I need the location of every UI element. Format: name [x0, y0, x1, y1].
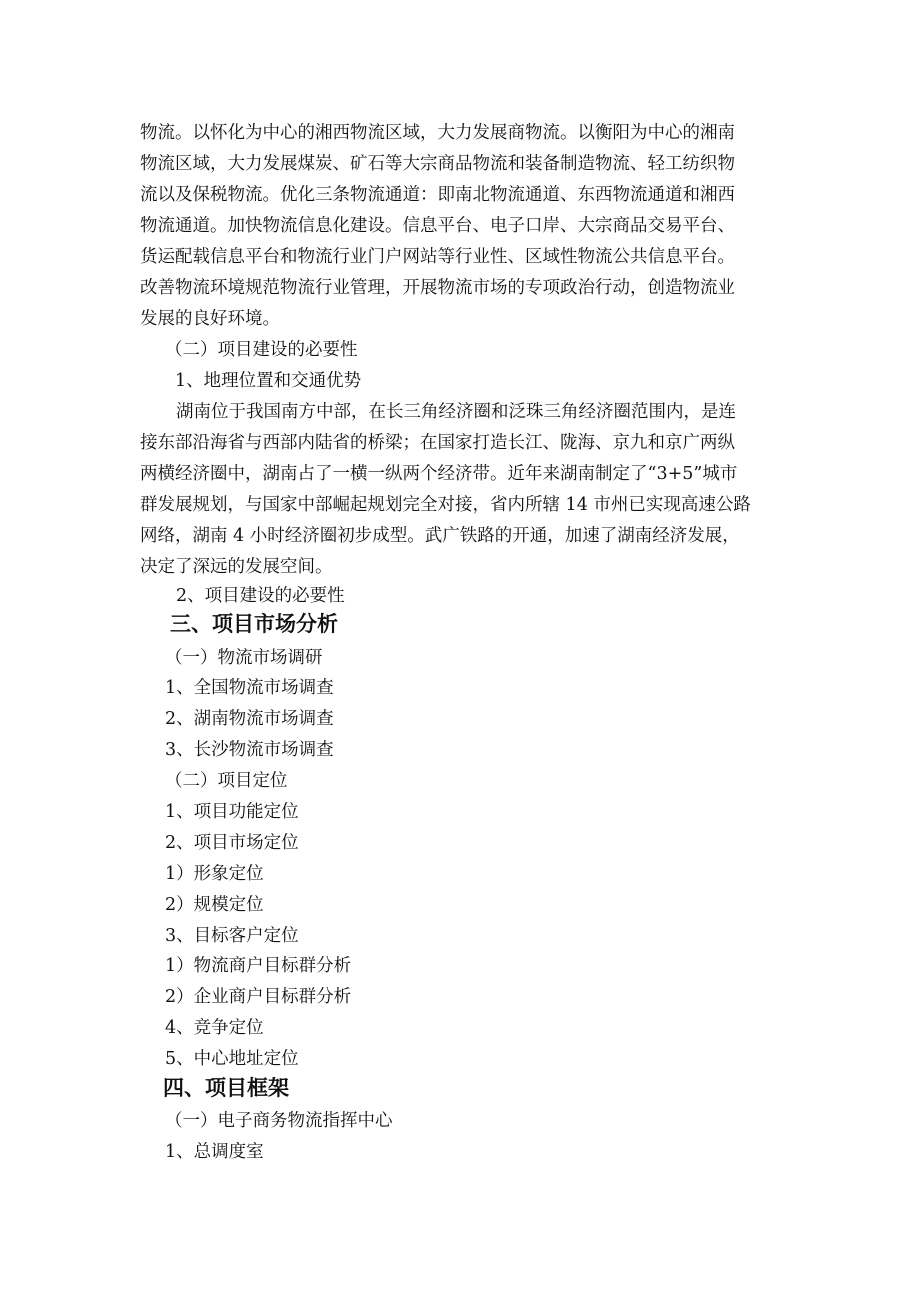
list-item: 1、全国物流市场调查: [165, 678, 334, 698]
text-line: 物流通道。加快物流信息化建设。信息平台、电子口岸、大宗商品交易平台、: [140, 216, 735, 236]
text-line: 发展的良好环境。: [140, 309, 280, 329]
section-heading: 三、项目市场分析: [170, 612, 338, 636]
list-item: 2、项目市场定位: [165, 833, 299, 853]
list-item: 4、竞争定位: [165, 1018, 264, 1038]
text-line: 改善物流环境规范物流行业管理，开展物流市场的专项政治行动，创造物流业: [140, 278, 735, 298]
list-item: 3、目标客户定位: [165, 926, 299, 946]
list-item: 1、项目功能定位: [165, 802, 299, 822]
list-item: 1）形象定位: [165, 864, 264, 884]
text-line: 接东部沿海省与西部内陆省的桥梁；在国家打造长江、陇海、京九和京广两纵: [140, 433, 735, 453]
text-line: 物流区域，大力发展煤炭、矿石等大宗商品物流和装备制造物流、轻工纺织物: [140, 154, 735, 174]
item-title: 2、项目建设的必要性: [176, 586, 345, 606]
list-item: 2）规模定位: [165, 895, 264, 915]
text-line: 货运配载信息平台和物流行业门户网站等行业性、区域性物流公共信息平台。: [140, 247, 735, 267]
list-item: （二）项目定位: [165, 771, 288, 791]
text-line: 两横经济圈中，湖南占了一横一纵两个经济带。近年来湖南制定了“3+5”城市: [140, 464, 738, 484]
list-item: （一）物流市场调研: [165, 648, 323, 668]
list-item: 5、中心地址定位: [165, 1049, 299, 1069]
text-line: 决定了深远的发展空间。: [140, 557, 333, 577]
text-line: 流以及保税物流。优化三条物流通道：即南北物流通道、东西物流通道和湘西: [140, 185, 735, 205]
item-title: 1、地理位置和交通优势: [175, 371, 362, 391]
text-line: 湖南位于我国南方中部，在长三角经济圈和泛珠三角经济圈范围内，是连: [176, 402, 736, 422]
list-item: 2、湖南物流市场调查: [165, 709, 334, 729]
text-line: 物流。以怀化为中心的湘西物流区域，大力发展商物流。以衡阳为中心的湘南: [140, 123, 735, 143]
section-heading: 四、项目框架: [163, 1076, 289, 1100]
list-item: 2）企业商户目标群分析: [165, 987, 352, 1007]
subsection-title: （二）项目建设的必要性: [165, 340, 358, 360]
list-item: 3、长沙物流市场调查: [165, 740, 334, 760]
list-item: 1、总调度室: [165, 1142, 264, 1162]
text-line: 群发展规划，与国家中部崛起规划完全对接，省内所辖 14 市州已实现高速公路: [140, 495, 751, 515]
text-line: 网络，湖南 4 小时经济圈初步成型。武广铁路的开通，加速了湖南经济发展，: [140, 526, 740, 546]
list-item: （一）电子商务物流指挥中心: [165, 1111, 393, 1131]
list-item: 1）物流商户目标群分析: [165, 956, 352, 976]
